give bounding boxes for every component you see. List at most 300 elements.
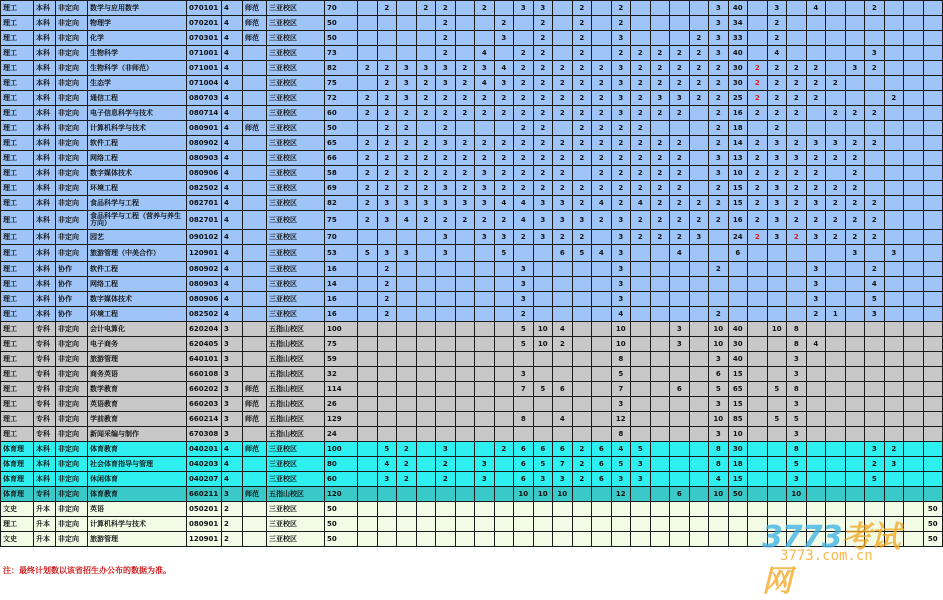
province-quota-cell [865,245,885,262]
province-quota-cell [923,472,943,487]
major-code-cell: 080902 [187,136,222,151]
province-quota-cell [358,352,378,367]
province-quota-cell [455,457,475,472]
province-quota-cell [436,322,456,337]
province-quota-cell: 4 [494,196,514,211]
major-cell: 社会体育指导与管理 [88,457,187,472]
level-cell: 本科 [34,262,56,277]
plan-count-cell: 82 [325,61,358,76]
major-cell: 休闲体育 [88,472,187,487]
province-quota-cell: 2 [416,211,436,230]
province-quota-cell [514,397,534,412]
major-code-cell: 090102 [187,230,222,245]
province-quota-cell: 2 [416,76,436,91]
province-quota-cell: 10 [709,322,729,337]
province-quota-cell: 2 [787,196,807,211]
province-quota-cell [884,121,904,136]
province-quota-cell [455,502,475,517]
province-quota-cell: 3 [689,230,709,245]
province-quota-cell: 15 [728,367,748,382]
province-quota-cell: 3 [475,472,495,487]
province-quota-cell: 3 [436,230,456,245]
province-quota-cell [884,262,904,277]
province-quota-cell [806,382,826,397]
province-quota-cell [592,277,612,292]
province-quota-cell [358,1,378,16]
province-quota-cell [650,502,670,517]
category-cell: 体育理 [1,487,34,502]
plan-count-cell: 75 [325,337,358,352]
province-quota-cell [767,352,787,367]
category-cell: 体育理 [1,472,34,487]
province-quota-cell [650,262,670,277]
campus-cell: 五指山校区 [267,337,325,352]
province-quota-cell [416,322,436,337]
province-quota-cell: 2 [806,91,826,106]
province-quota-cell: 30 [728,442,748,457]
province-quota-cell: 18 [728,121,748,136]
major-cell: 新闻采编与制作 [88,427,187,442]
province-quota-cell [748,322,768,337]
province-quota-cell [475,322,495,337]
province-quota-cell [748,262,768,277]
province-quota-cell [884,472,904,487]
table-row [1,76,943,91]
province-quota-cell [904,166,924,181]
province-quota-cell [826,382,846,397]
province-quota-cell [475,245,495,262]
province-quota-cell: 3 [845,245,865,262]
years-cell: 4 [222,121,243,136]
province-quota-cell: 5 [865,292,885,307]
province-quota-cell [377,322,397,337]
province-quota-cell [358,76,378,91]
category-cell: 理工 [1,382,34,397]
province-quota-cell [436,502,456,517]
province-quota-cell [416,230,436,245]
province-quota-cell: 2 [767,61,787,76]
province-quota-cell [748,337,768,352]
province-quota-cell [533,292,553,307]
province-quota-cell: 6 [514,472,534,487]
province-quota-cell: 4 [397,211,417,230]
province-quota-cell [592,292,612,307]
province-quota-cell [689,517,709,532]
province-quota-cell: 6 [670,487,690,502]
province-quota-cell [904,382,924,397]
province-quota-cell: 2 [650,230,670,245]
major-cell: 数学教育 [88,382,187,397]
years-cell: 4 [222,16,243,31]
campus-cell: 三亚校区 [267,292,325,307]
province-quota-cell [377,412,397,427]
level-cell: 本科 [34,106,56,121]
province-quota-cell: 2 [494,166,514,181]
province-quota-cell: 4 [611,307,631,322]
province-quota-cell [592,397,612,412]
province-quota-cell [572,166,592,181]
province-quota-cell: 3 [475,61,495,76]
province-quota-cell [670,307,690,322]
province-quota-cell [553,532,573,547]
plan-count-cell: 24 [325,427,358,442]
province-quota-cell: 3 [709,352,729,367]
type-cell: 非定向 [56,472,88,487]
province-quota-cell: 2 [767,16,787,31]
province-quota-cell: 10 [611,337,631,352]
years-cell: 4 [222,151,243,166]
province-quota-cell: 2 [475,1,495,16]
province-quota-cell [377,517,397,532]
province-quota-cell [904,76,924,91]
province-quota-cell: 7 [553,457,573,472]
table-row [1,211,943,230]
major-code-cell: 071001 [187,46,222,61]
province-quota-cell [826,31,846,46]
province-quota-cell: 4 [806,337,826,352]
province-quota-cell [572,502,592,517]
table-row [1,181,943,196]
province-quota-cell [670,16,690,31]
province-quota-cell: 3 [475,196,495,211]
province-quota-cell: 2 [455,61,475,76]
province-quota-cell [377,382,397,397]
plan-count-cell: 69 [325,181,358,196]
plan-count-cell: 32 [325,367,358,382]
province-quota-cell: 2 [358,106,378,121]
province-quota-cell [572,397,592,412]
province-quota-cell [689,487,709,502]
major-cell: 环境工程 [88,181,187,196]
province-quota-cell: 5 [767,382,787,397]
province-quota-cell [416,502,436,517]
province-quota-cell: 2 [553,181,573,196]
major-cell: 计算机科学与技术 [88,517,187,532]
province-quota-cell [826,457,846,472]
category-cell: 理工 [1,121,34,136]
province-quota-cell [884,230,904,245]
province-quota-cell [650,427,670,442]
province-quota-cell: 2 [377,151,397,166]
province-quota-cell: 3 [767,196,787,211]
province-quota-cell [377,352,397,367]
level-cell: 本科 [34,442,56,457]
province-quota-cell: 2 [572,442,592,457]
major-code-cell: 050201 [187,502,222,517]
province-quota-cell [553,1,573,16]
province-quota-cell: 2 [533,31,553,46]
province-quota-cell: 3 [709,16,729,31]
years-cell: 3 [222,412,243,427]
province-quota-cell [670,31,690,46]
province-quota-cell: 2 [494,211,514,230]
province-quota-cell [923,245,943,262]
province-quota-cell [728,307,748,322]
province-quota-cell: 2 [806,211,826,230]
major-cell: 物理学 [88,16,187,31]
province-quota-cell [904,1,924,16]
level-cell: 本科 [34,31,56,46]
years-cell: 4 [222,307,243,322]
province-quota-cell [416,457,436,472]
campus-cell: 三亚校区 [267,472,325,487]
table-row [1,262,943,277]
province-quota-cell [884,412,904,427]
type-cell: 非定向 [56,166,88,181]
province-quota-cell [845,307,865,322]
province-quota-cell [494,412,514,427]
province-quota-cell: 2 [533,106,553,121]
province-quota-cell [689,166,709,181]
province-quota-cell: 6 [553,442,573,457]
province-quota-cell [728,262,748,277]
province-quota-cell: 2 [358,61,378,76]
province-quota-cell [494,262,514,277]
province-quota-cell: 6 [728,245,748,262]
province-quota-cell [670,292,690,307]
province-quota-cell [475,427,495,442]
province-quota-cell [514,16,534,31]
province-quota-cell [787,121,807,136]
province-quota-cell: 2 [748,106,768,121]
province-quota-cell [884,106,904,121]
province-quota-cell [787,262,807,277]
years-cell: 4 [222,136,243,151]
province-quota-cell: 4 [631,196,651,211]
province-quota-cell: 6 [670,382,690,397]
province-quota-cell: 6 [533,442,553,457]
province-quota-cell [397,16,417,31]
province-quota-cell: 2 [572,196,592,211]
province-quota-cell: 2 [572,106,592,121]
province-quota-cell [358,16,378,31]
province-quota-cell: 4 [553,412,573,427]
province-quota-cell: 2 [806,181,826,196]
province-quota-cell [748,1,768,16]
category-cell: 理工 [1,517,34,532]
category-cell: 理工 [1,397,34,412]
province-quota-cell [533,397,553,412]
province-quota-cell [904,136,924,151]
type-cell: 非定向 [56,91,88,106]
province-quota-cell: 2 [455,166,475,181]
province-quota-cell [884,196,904,211]
province-quota-cell [553,427,573,442]
normal-flag-cell [243,91,267,106]
normal-flag-cell [243,230,267,245]
province-quota-cell [806,31,826,46]
province-quota-cell: 3 [709,397,729,412]
province-quota-cell [377,502,397,517]
province-quota-cell [650,307,670,322]
province-quota-cell [416,16,436,31]
province-quota-cell [787,1,807,16]
province-quota-cell: 6 [592,442,612,457]
province-quota-cell: 3 [670,337,690,352]
province-quota-cell: 2 [787,61,807,76]
province-quota-cell [845,31,865,46]
province-quota-cell: 2 [748,151,768,166]
years-cell: 4 [222,277,243,292]
province-quota-cell: 2 [475,91,495,106]
province-quota-cell [884,382,904,397]
province-quota-cell: 2 [514,181,534,196]
province-quota-cell: 3 [553,196,573,211]
province-quota-cell [592,337,612,352]
province-quota-cell [709,502,729,517]
province-quota-cell [689,1,709,16]
province-quota-cell [631,427,651,442]
province-quota-cell [572,367,592,382]
province-quota-cell: 3 [611,91,631,106]
province-quota-cell: 2 [436,16,456,31]
level-cell: 专科 [34,382,56,397]
province-quota-cell [884,337,904,352]
level-cell: 专科 [34,487,56,502]
province-quota-cell: 2 [709,121,729,136]
province-quota-cell: 6 [592,472,612,487]
province-quota-cell [670,442,690,457]
plan-count-cell: 114 [325,382,358,397]
years-cell: 4 [222,196,243,211]
province-quota-cell: 2 [787,106,807,121]
major-code-cell: 660211 [187,487,222,502]
plan-count-cell: 50 [325,121,358,136]
normal-flag-cell: 师范 [243,16,267,31]
major-code-cell: 080903 [187,277,222,292]
table-row [1,472,943,487]
major-code-cell: 640101 [187,352,222,367]
province-quota-cell: 2 [748,166,768,181]
plan-count-cell: 75 [325,211,358,230]
province-quota-cell: 3 [377,211,397,230]
category-cell: 理工 [1,337,34,352]
province-quota-cell [884,322,904,337]
type-cell: 非定向 [56,211,88,230]
plan-count-cell: 70 [325,1,358,16]
type-cell: 协作 [56,292,88,307]
province-quota-cell [358,487,378,502]
province-quota-cell: 8 [611,352,631,367]
province-quota-cell [845,1,865,16]
category-cell: 理工 [1,46,34,61]
province-quota-cell: 2 [416,181,436,196]
province-quota-cell: 2 [767,166,787,181]
province-quota-cell: 2 [670,211,690,230]
level-cell: 本科 [34,16,56,31]
major-cell: 网络工程 [88,151,187,166]
province-quota-cell [553,502,573,517]
province-quota-cell [397,322,417,337]
province-quota-cell [748,412,768,427]
province-quota-cell [455,1,475,16]
province-quota-cell: 2 [397,472,417,487]
province-quota-cell [884,76,904,91]
province-quota-cell: 2 [806,61,826,76]
major-code-cell: 120901 [187,245,222,262]
province-quota-cell [416,121,436,136]
province-quota-cell [806,106,826,121]
province-quota-cell: 4 [865,277,885,292]
province-quota-cell [494,427,514,442]
province-quota-cell: 3 [397,91,417,106]
province-quota-cell: 3 [709,151,729,166]
province-quota-cell [397,502,417,517]
province-quota-cell [923,76,943,91]
table-row [1,46,943,61]
province-quota-cell: 3 [670,322,690,337]
province-quota-cell: 5 [358,245,378,262]
province-quota-cell [728,292,748,307]
province-quota-cell: 10 [533,322,553,337]
province-quota-cell [904,472,924,487]
province-quota-cell [904,337,924,352]
province-quota-cell: 2 [611,181,631,196]
province-quota-cell: 2 [845,136,865,151]
province-quota-cell [689,16,709,31]
province-quota-cell: 2 [572,1,592,16]
province-quota-cell [904,427,924,442]
province-quota-cell [494,397,514,412]
province-quota-cell [904,397,924,412]
province-quota-cell [650,472,670,487]
province-quota-cell: 5 [377,442,397,457]
province-quota-cell: 3 [767,1,787,16]
major-cell: 通信工程 [88,91,187,106]
province-quota-cell: 2 [592,91,612,106]
province-quota-cell [455,442,475,457]
province-quota-cell [416,46,436,61]
years-cell: 4 [222,292,243,307]
major-cell: 体育教育 [88,442,187,457]
province-quota-cell [923,196,943,211]
level-cell: 本科 [34,136,56,151]
province-quota-cell: 25 [728,91,748,106]
province-quota-cell: 16 [728,106,748,121]
province-quota-cell [592,46,612,61]
major-cell: 环境工程 [88,307,187,322]
province-quota-cell: 3 [475,457,495,472]
province-quota-cell [767,442,787,457]
province-quota-cell: 2 [416,166,436,181]
province-quota-cell [826,427,846,442]
province-quota-cell: 3 [533,230,553,245]
province-quota-cell: 40 [728,322,748,337]
province-quota-cell [923,307,943,322]
province-quota-cell: 10 [787,487,807,502]
province-quota-cell [592,352,612,367]
province-quota-cell [514,532,534,547]
province-quota-cell: 3 [377,245,397,262]
province-quota-cell [689,367,709,382]
province-quota-cell [845,292,865,307]
type-cell: 非定向 [56,517,88,532]
province-quota-cell: 2 [416,91,436,106]
province-quota-cell: 2 [416,136,436,151]
province-quota-cell [865,352,885,367]
province-quota-cell [826,412,846,427]
province-quota-cell [572,322,592,337]
normal-flag-cell [243,151,267,166]
province-quota-cell [904,181,924,196]
category-cell: 理工 [1,1,34,16]
province-quota-cell: 5 [611,367,631,382]
campus-cell: 三亚校区 [267,502,325,517]
province-quota-cell: 3 [553,472,573,487]
province-quota-cell [494,382,514,397]
province-quota-cell [884,352,904,367]
province-quota-cell: 2 [455,76,475,91]
